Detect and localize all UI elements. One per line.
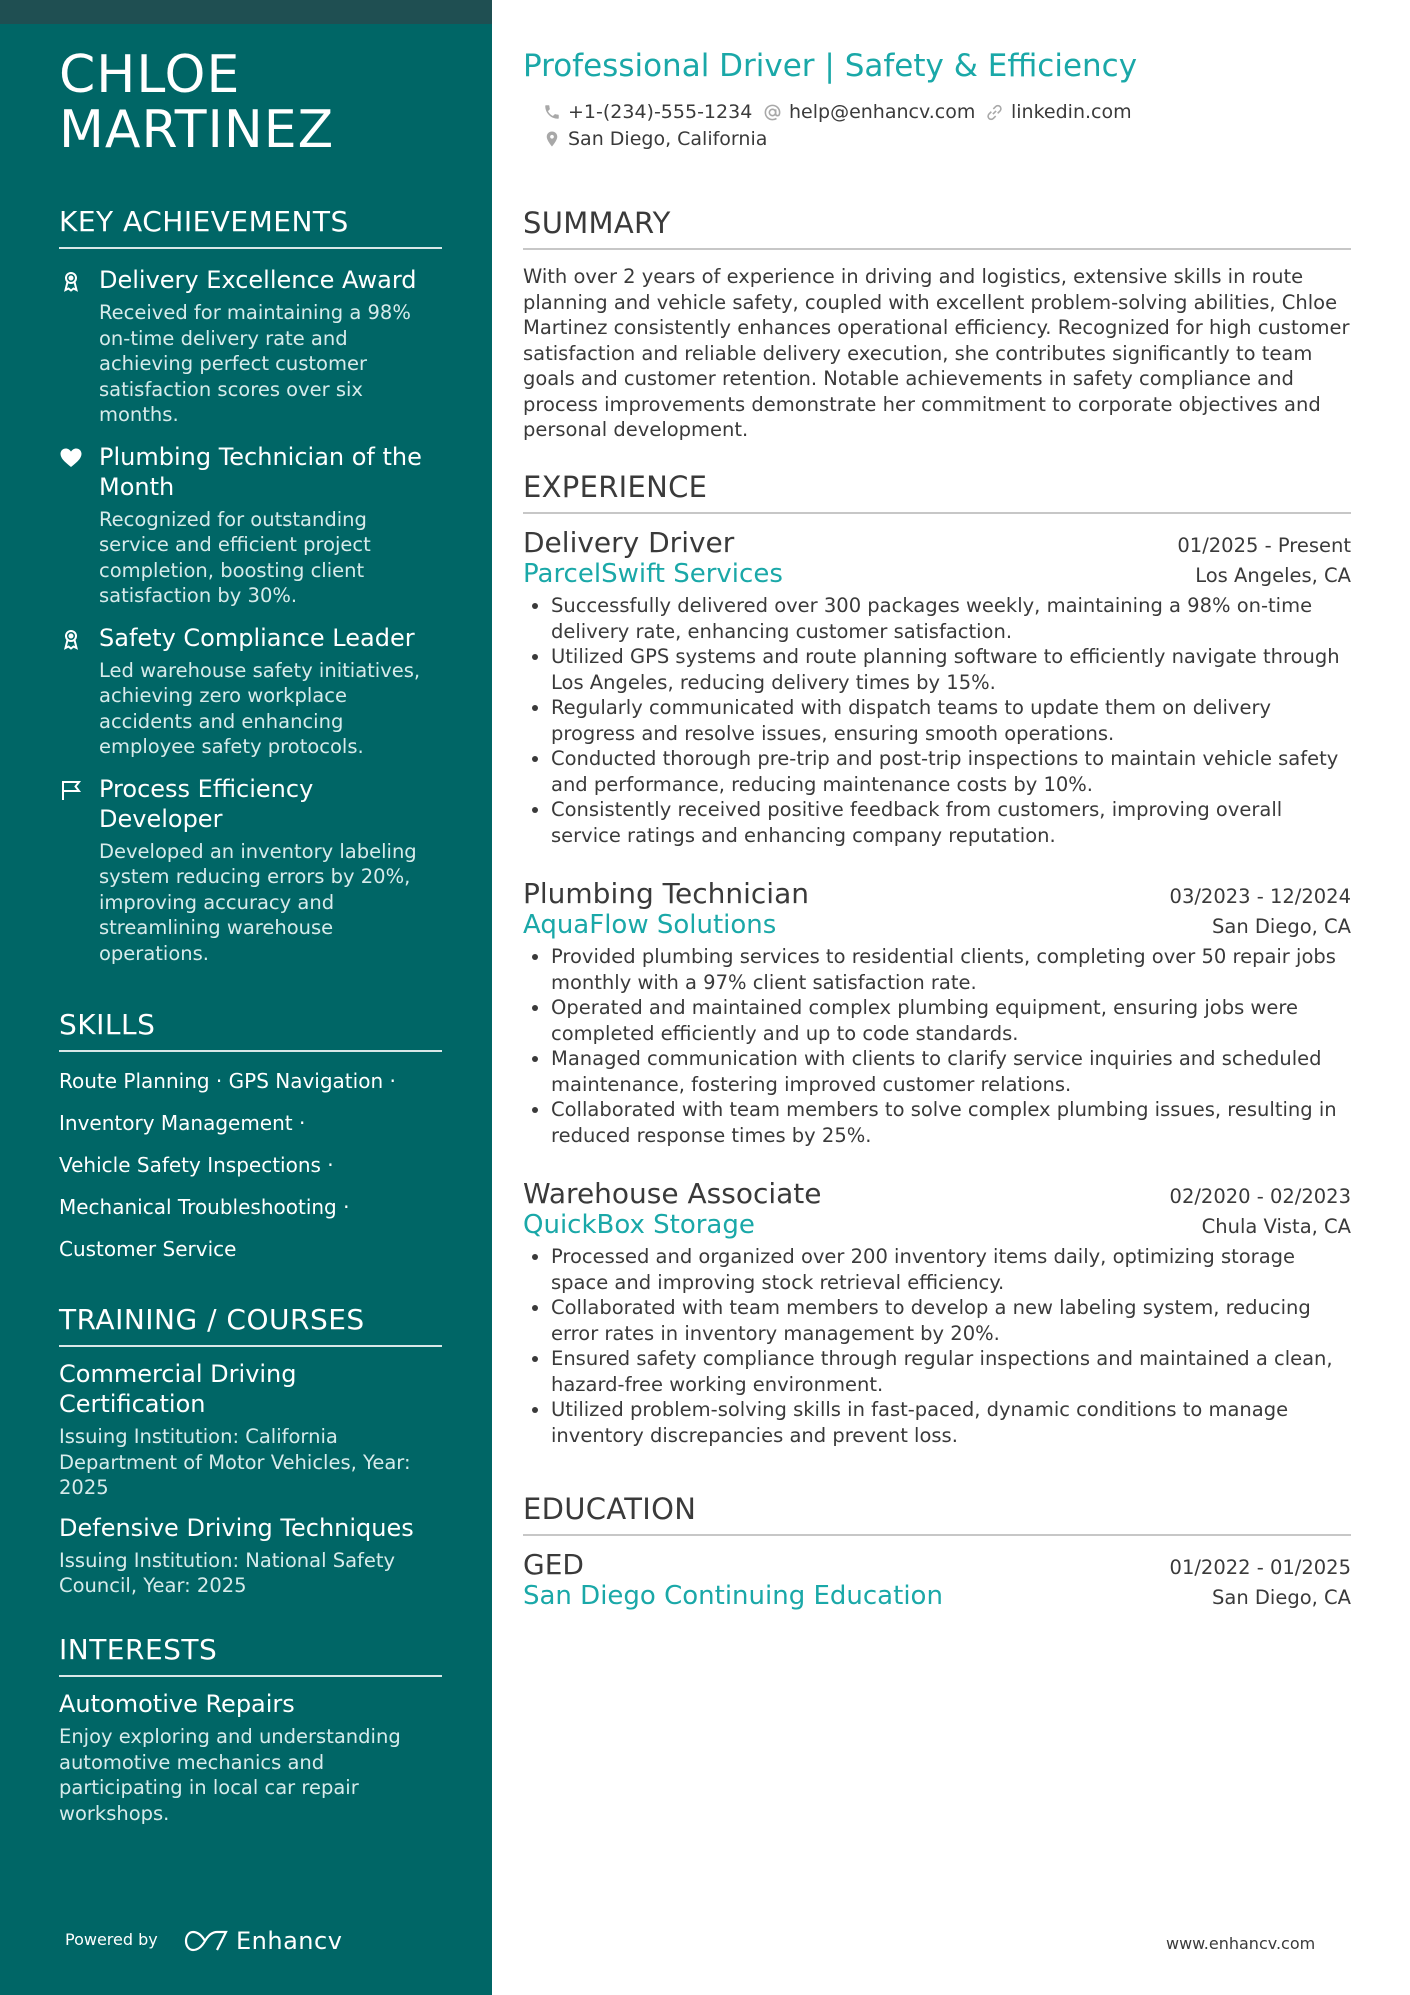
job-title: Plumbing Technician xyxy=(523,877,809,910)
training-section xyxy=(59,1303,442,1599)
job-location: San Diego, CA xyxy=(1212,915,1351,938)
job-bullet: • Successfully delivered over 300 packages weekly, maintaining a 98% on-time delivery rate, enhancing customer satisfaction. xyxy=(551,593,1351,644)
heart-icon xyxy=(59,446,83,470)
job-bullet: • Utilized GPS systems and route planning software to efficiently navigate through Los Angeles, reducing delivery times by 15%. xyxy=(551,644,1351,695)
phone-text: +1-(234)-555-1234 xyxy=(568,101,753,123)
course-description: Issuing Institution: National Safety Council, Year: 2025 xyxy=(59,1548,396,1597)
education-location: San Diego, CA xyxy=(1212,1586,1351,1609)
job-title: Delivery Driver xyxy=(523,526,735,559)
skill-line: Route Planning · GPS Navigation · xyxy=(59,1069,396,1093)
job-location: Los Angeles, CA xyxy=(1195,564,1351,587)
contact-phone xyxy=(543,101,752,123)
contact-linkedin[interactable] xyxy=(985,101,1132,123)
job-dates: 01/2025 - Present xyxy=(1177,534,1351,557)
job-bullet: • Collaborated with team members to solve complex plumbing issues, resulting in reduced response times by 25%. xyxy=(551,1097,1351,1148)
key-achievements-heading: KEY ACHIEVEMENTS xyxy=(59,205,442,249)
interests-section xyxy=(59,1633,442,1826)
phone-icon xyxy=(543,103,561,121)
experience-heading: EXPERIENCE xyxy=(523,470,1351,514)
enhancv-logo[interactable] xyxy=(184,1921,342,1961)
job-bullets xyxy=(523,593,1351,848)
achievement-item xyxy=(59,623,442,760)
job-location: Chula Vista, CA xyxy=(1201,1215,1351,1238)
interest-description: Enjoy exploring and understanding automotive mechanics and participating in local car repair workshops. xyxy=(59,1725,401,1825)
interest-title: Automotive Repairs xyxy=(59,1690,295,1718)
job-bullet: • Regularly communicated with dispatch teams to update them on delivery progress and resolve issues, ensuring smooth operations. xyxy=(551,695,1351,746)
achievement-title: Process Efficiency Developer xyxy=(99,774,314,833)
achievement-title: Delivery Excellence Award xyxy=(99,266,417,294)
job-dates: 03/2023 - 12/2024 xyxy=(1169,885,1351,908)
course-title: Defensive Driving Techniques xyxy=(59,1513,414,1542)
training-heading: TRAINING / COURSES xyxy=(59,1303,442,1347)
location-text: San Diego, California xyxy=(568,128,768,150)
job-entry xyxy=(523,877,1351,1148)
achievement-title: Plumbing Technician of the Month xyxy=(99,442,422,501)
job-company: ParcelSwift Services xyxy=(523,559,783,589)
job-company-row xyxy=(523,910,1351,940)
job-company-row xyxy=(523,559,1351,589)
skills-list xyxy=(59,1060,442,1270)
job-bullet: • Utilized problem-solving skills in fast-paced, dynamic conditions to manage inventory discrepancies and prevent loss. xyxy=(551,1397,1351,1448)
first-name: CHLOE xyxy=(59,45,241,105)
contact-email[interactable] xyxy=(763,101,975,123)
education-entry xyxy=(523,1548,1351,1611)
job-company: AquaFlow Solutions xyxy=(523,910,777,940)
email-text: help@enhancv.com xyxy=(789,101,976,123)
achievement-description: Developed an inventory labeling system reducing errors by 20%, improving accuracy and streamlining warehouse operations. xyxy=(99,839,417,965)
job-bullet: • Ensured safety compliance through regular inspections and maintained a clean, hazard-free working environment. xyxy=(551,1346,1351,1397)
job-bullets xyxy=(523,944,1351,1148)
job-header xyxy=(523,526,1351,559)
key-achievements-section xyxy=(59,205,442,966)
course-description: Issuing Institution: California Department of Motor Vehicles, Year: 2025 xyxy=(59,1425,411,1499)
job-bullet: • Consistently received positive feedback from customers, improving overall service ratings and enhancing company reputation. xyxy=(551,797,1351,848)
job-bullet: • Processed and organized over 200 inventory items daily, optimizing storage space and improving stock retrieval efficiency. xyxy=(551,1244,1351,1295)
education-school-row xyxy=(523,1581,1351,1611)
education-heading: EDUCATION xyxy=(523,1492,1351,1536)
skill-line: Inventory Management · xyxy=(59,1111,306,1135)
summary-text: With over 2 years of experience in driving and logistics, extensive skills in route planning and vehicle safety, coupled with excellent problem-solving abilities, Chloe Martinez consistently enhances operational efficiency. Recognized for high customer satisfaction and reliable delivery execution, she contributes significantly to team goals and customer retention. Notable achievements in safety compliance and process improvements demonstrate her commitment to corporate objectives and personal development. xyxy=(523,265,1350,441)
footer-url[interactable]: www.enhancv.com xyxy=(1166,1934,1316,1953)
job-bullet: • Managed communication with clients to clarify service inquiries and scheduled maintenance, fostering improved customer relations. xyxy=(551,1046,1351,1097)
linkedin-text: linkedin.com xyxy=(1011,101,1132,123)
achievement-description: Led warehouse safety initiatives, achieving zero workplace accidents and enhancing employee safety protocols. xyxy=(99,658,421,758)
skills-heading: SKILLS xyxy=(59,1008,442,1052)
job-header xyxy=(523,877,1351,910)
powered-by-label: Powered by xyxy=(65,1930,158,1949)
education-header xyxy=(523,1548,1351,1581)
interests-heading: INTERESTS xyxy=(59,1633,442,1677)
professional-headline: Professional Driver | Safety & Efficiency xyxy=(523,48,1138,84)
job-entry xyxy=(523,1177,1351,1448)
achievement-description: Recognized for outstanding service and efficient project completion, boosting client satisfaction by 30%. xyxy=(99,507,371,607)
contact-location xyxy=(543,128,767,150)
education-school: San Diego Continuing Education xyxy=(523,1581,943,1611)
skills-section xyxy=(59,1008,442,1270)
job-bullet: • Collaborated with team members to develop a new labeling system, reducing error rates in inventory management by 20%. xyxy=(551,1295,1351,1346)
summary-heading: SUMMARY xyxy=(523,206,1351,250)
job-company-row xyxy=(523,1210,1351,1240)
education-dates: 01/2022 - 01/2025 xyxy=(1169,1556,1351,1579)
award-icon xyxy=(59,627,83,651)
skill-line: Customer Service xyxy=(59,1237,237,1261)
achievement-item xyxy=(59,442,442,609)
skill-line: Vehicle Safety Inspections · xyxy=(59,1153,334,1177)
job-title: Warehouse Associate xyxy=(523,1177,822,1210)
achievement-title: Safety Compliance Leader xyxy=(99,623,415,652)
location-pin-icon xyxy=(543,129,561,149)
job-company: QuickBox Storage xyxy=(523,1210,755,1240)
flag-icon xyxy=(59,778,83,802)
job-entry xyxy=(523,526,1351,848)
education-degree: GED xyxy=(523,1548,584,1581)
skill-line: Mechanical Troubleshooting · xyxy=(59,1195,350,1219)
at-icon xyxy=(763,103,782,122)
link-icon xyxy=(985,103,1004,122)
sidebar-top-bar xyxy=(0,0,492,24)
candidate-name xyxy=(59,45,335,160)
job-bullet: • Operated and maintained complex plumbing equipment, ensuring jobs were completed efficiently and up to code standards. xyxy=(551,995,1351,1046)
job-dates: 02/2020 - 02/2023 xyxy=(1169,1185,1351,1208)
award-icon xyxy=(59,269,83,293)
job-bullet: • Conducted thorough pre-trip and post-trip inspections to maintain vehicle safety and performance, reducing maintenance costs by 10%. xyxy=(551,746,1351,797)
achievement-item xyxy=(59,774,442,967)
job-bullets xyxy=(523,1244,1351,1448)
job-bullet: • Provided plumbing services to residential clients, completing over 50 repair jobs monthly with a 97% client satisfaction rate. xyxy=(551,944,1351,995)
last-name: MARTINEZ xyxy=(59,100,335,160)
job-header xyxy=(523,1177,1351,1210)
enhancv-brand-name: Enhancv xyxy=(236,1927,343,1955)
achievement-description: Received for maintaining a 98% on-time delivery rate and achieving perfect customer satisfaction scores over six months. xyxy=(99,301,411,426)
achievement-item xyxy=(59,265,442,428)
enhancv-logo-icon xyxy=(184,1929,228,1953)
course-title: Commercial Driving Certification xyxy=(59,1360,297,1418)
sidebar xyxy=(0,0,492,1995)
